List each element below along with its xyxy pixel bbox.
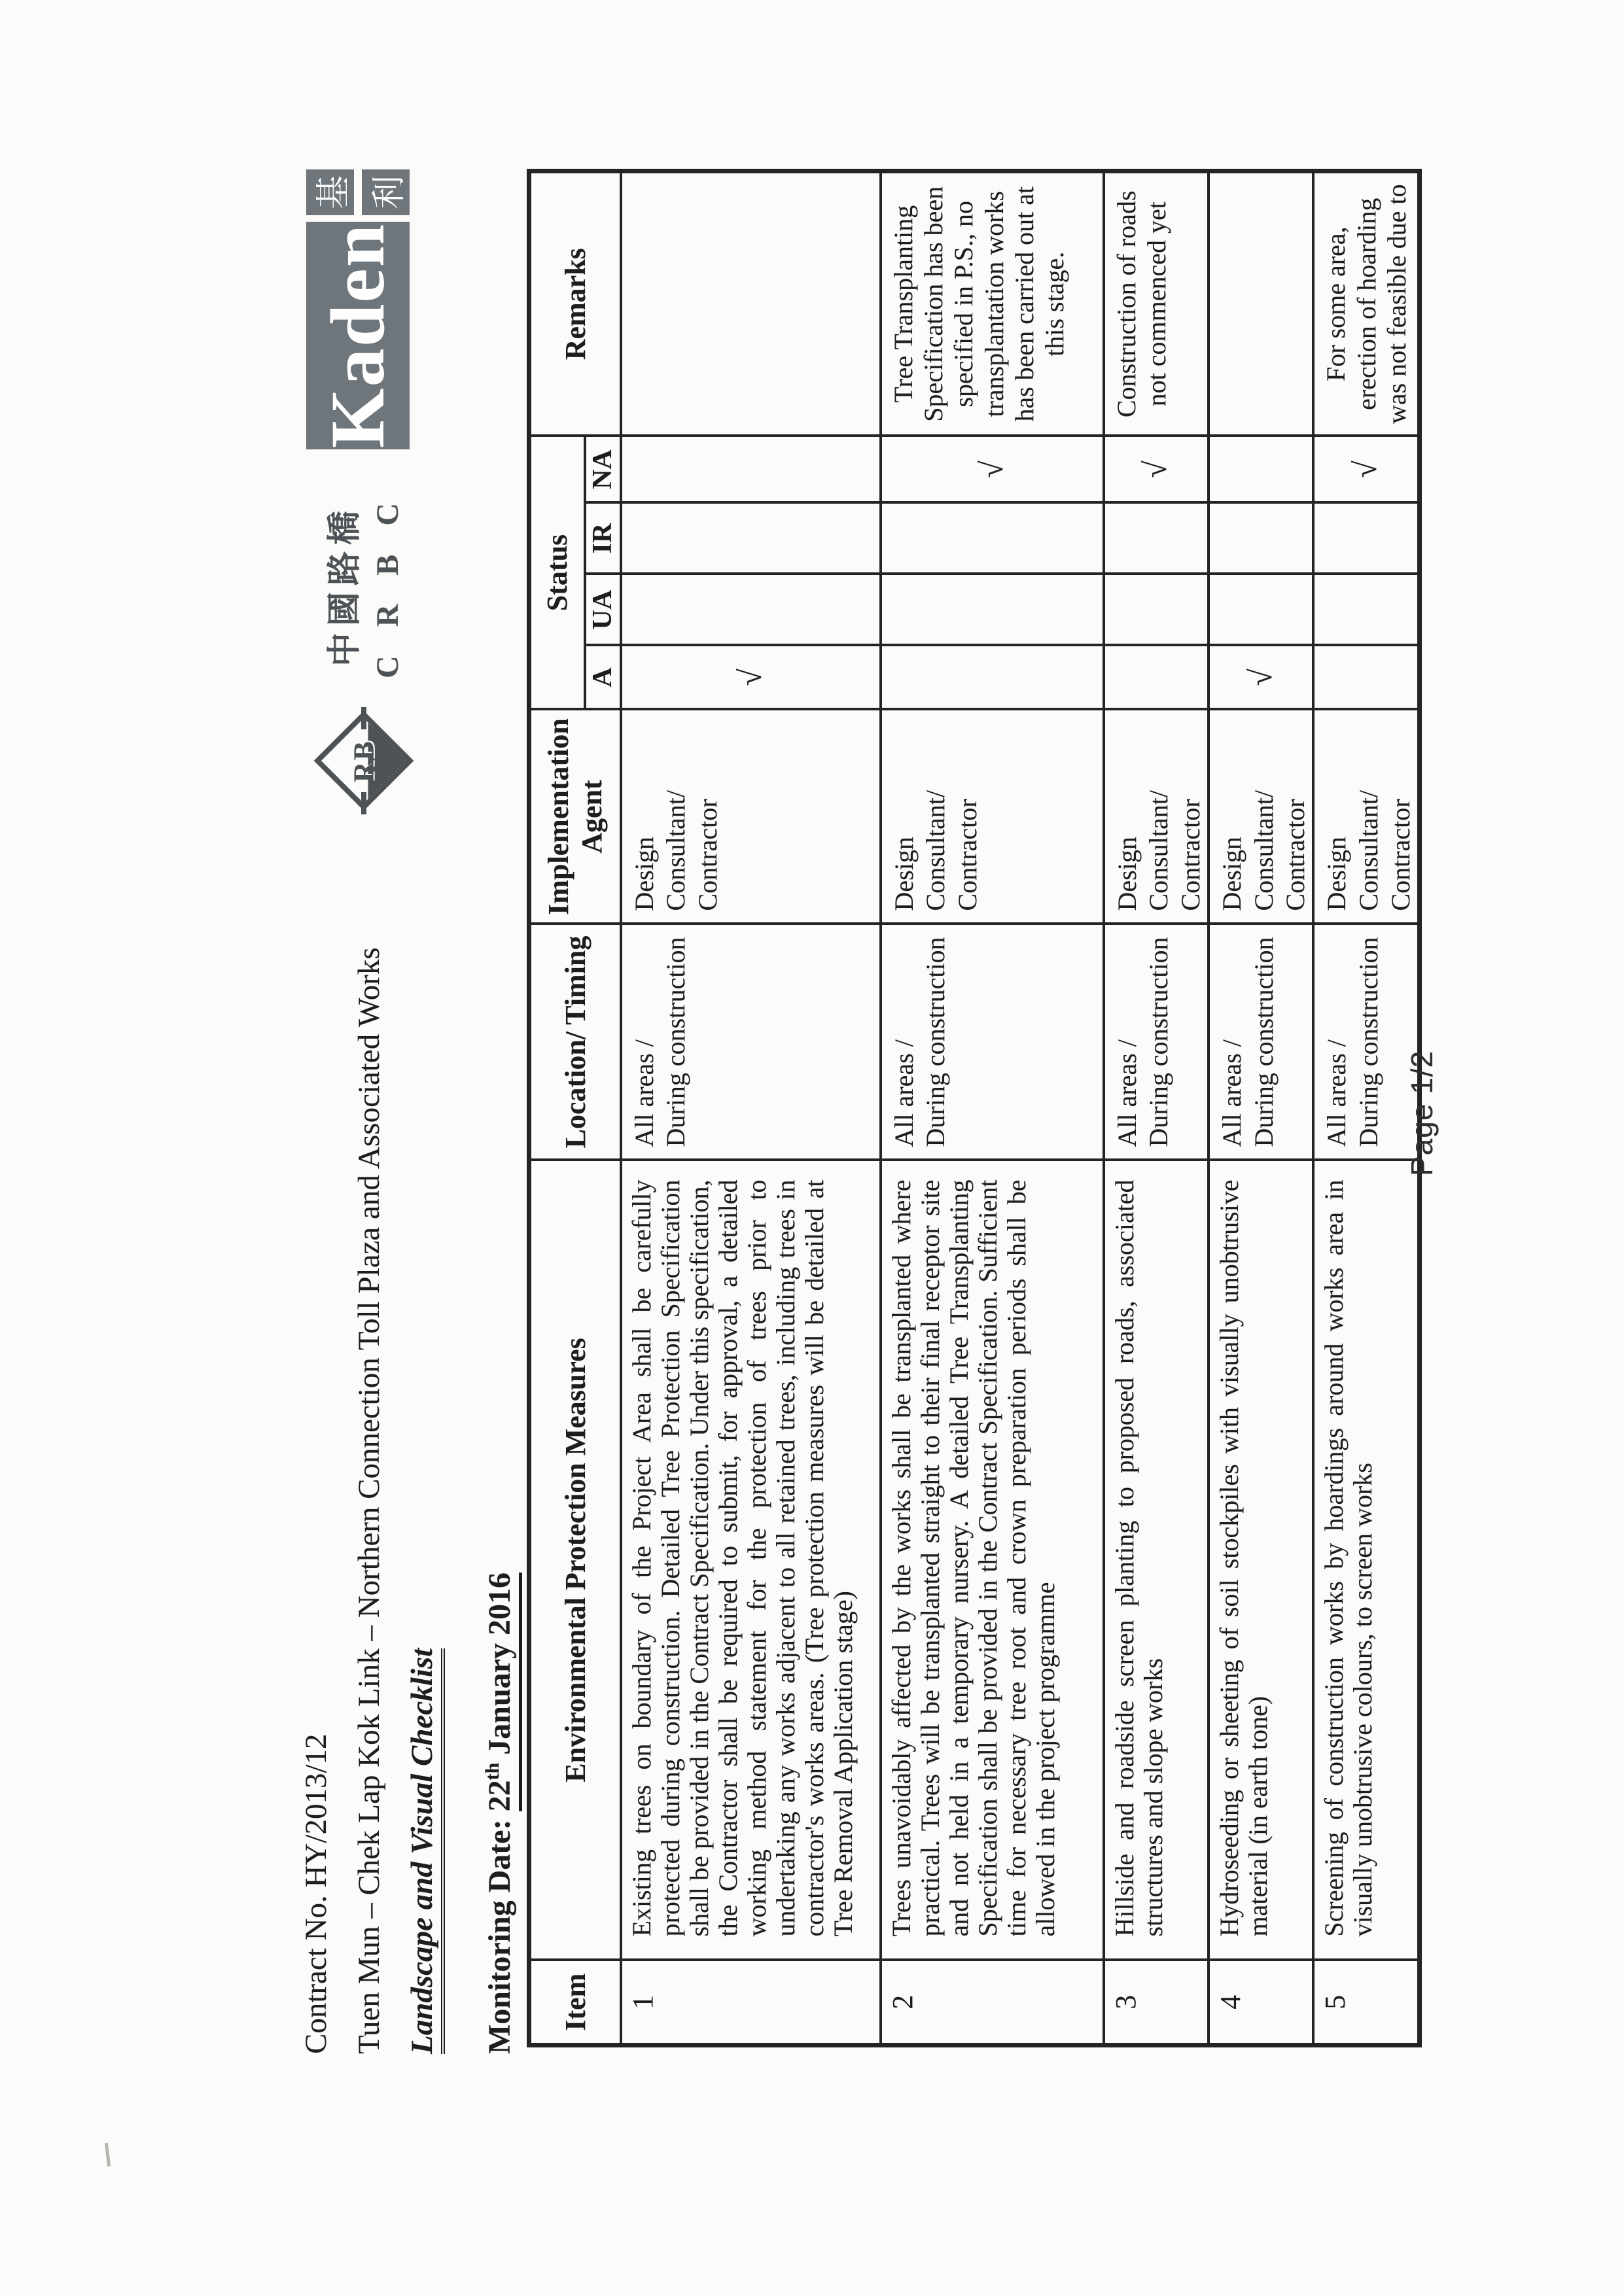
- table-row-2: [881, 171, 1104, 2045]
- agent-cell: [621, 710, 881, 924]
- status-subcolumn-header-na: NA: [585, 436, 621, 503]
- kaden-logo: [306, 169, 410, 449]
- status-subcolumn-header-ua: UA: [585, 574, 621, 646]
- status-cell-ua: [1313, 574, 1419, 646]
- item-number-cell: 2: [881, 1960, 1104, 2045]
- measures-cell: Screening of construction works by hoardings around works area in visually unobtrusive colours, to screen works: [1313, 1160, 1419, 1960]
- agent-line: Design: [1216, 837, 1246, 911]
- table-row-1: [621, 171, 881, 2045]
- location-line: During construction: [1354, 937, 1384, 1147]
- implementation-label-line1: Implementation: [542, 718, 575, 915]
- status-cell-ir: [621, 503, 881, 574]
- agent-line: Contractor: [1385, 799, 1415, 911]
- crbc-latin-text: C R B C: [370, 493, 405, 679]
- measures-cell: Hydroseeding or sheeting of soil stockpiles with visually unobtrusive material (in earth tone): [1209, 1160, 1313, 1960]
- status-cell-na: √: [1313, 436, 1419, 503]
- agent-line: Contractor: [693, 799, 723, 911]
- monitoring-ordinal: th: [482, 1762, 503, 1781]
- remarks-cell: [621, 171, 881, 436]
- item-number-cell: 1: [621, 1960, 881, 2045]
- location-cell: [1104, 924, 1209, 1160]
- status-cell-ua: [1104, 574, 1209, 646]
- rb-logo-text: RB: [347, 739, 380, 782]
- checklist-title: Landscape and Visual Checklist: [405, 1648, 445, 2054]
- status-cell-a: √: [621, 646, 881, 710]
- status-cell-ua: [1209, 574, 1313, 646]
- table-row-3: [1104, 171, 1209, 2045]
- remarks-cell: Construction of roads not commenced yet: [1104, 171, 1209, 436]
- column-header-remarks: Remarks: [529, 171, 621, 436]
- status-cell-na: [621, 436, 881, 503]
- checklist-table: [527, 169, 1422, 2047]
- column-header-status: Status: [529, 436, 585, 710]
- agent-line: Design: [889, 837, 919, 911]
- monitoring-date-label: Monitoring Date:: [482, 1811, 517, 2054]
- agent-line: Consultant/: [1144, 790, 1174, 911]
- location-line: During construction: [1248, 937, 1279, 1147]
- agent-line: Design: [1322, 837, 1352, 911]
- status-subcolumn-header-ir: IR: [585, 503, 621, 574]
- agent-line: Consultant/: [661, 790, 691, 911]
- location-line: During construction: [1144, 937, 1174, 1147]
- agent-line: Contractor: [1280, 799, 1311, 911]
- status-cell-a: [1313, 646, 1419, 710]
- item-number-cell: 3: [1104, 1960, 1209, 2045]
- status-cell-ua: [621, 574, 881, 646]
- rb-logo: [328, 707, 399, 814]
- status-cell-ua: [881, 574, 1104, 646]
- implementation-label-line2: Agent: [576, 780, 609, 854]
- item-number-cell: 4: [1209, 1960, 1313, 2045]
- scan-artifact-mark: [105, 2143, 111, 2166]
- column-header-item: Item: [529, 1960, 621, 2045]
- location-line: All areas /: [1216, 1039, 1246, 1147]
- location-line: During construction: [661, 937, 691, 1147]
- monitoring-date-value: [482, 1573, 522, 1811]
- agent-cell: [1209, 710, 1313, 924]
- agent-line: Consultant/: [1248, 790, 1279, 911]
- project-title-line: Tuen Mun – Chek Lap Kok Link – Northern Connection Toll Plaza and Associated Works: [352, 947, 386, 2054]
- location-line: All areas /: [1112, 1039, 1142, 1147]
- item-number-cell: 5: [1313, 1960, 1419, 2045]
- status-cell-ir: [1209, 503, 1313, 574]
- agent-cell: [881, 710, 1104, 924]
- kaden-cjk-boxes: [306, 169, 410, 215]
- remarks-cell: [1209, 171, 1313, 436]
- remarks-cell: Tree Transplanting Specification has been specified in P.S., no transplantation works has been carried out at this stage.: [881, 171, 1104, 436]
- agent-line: Consultant/: [1354, 790, 1384, 911]
- kaden-cjk-bottom-box: 利: [362, 169, 410, 215]
- crbc-chinese-text: 中國路橋: [327, 504, 364, 667]
- status-cell-a: √: [1209, 646, 1313, 710]
- column-header-implementation-agent: [529, 710, 621, 924]
- measures-cell: Trees unavoidably affected by the works shall be transplanted where practical. Trees will be transplanted straight to their final receptor site and not held in a temporary nursery. A detailed Tree Transplanting Specification shall be provided in the Contract Specification. Sufficient time for necessary tree root and crown preparation periods shall be allowed in the project programme: [881, 1160, 1104, 1960]
- location-line: All areas /: [889, 1039, 919, 1147]
- agent-cell: [1104, 710, 1209, 924]
- location-cell: [1209, 924, 1313, 1160]
- status-cell-na: [1209, 436, 1313, 503]
- status-cell-ir: [1313, 503, 1419, 574]
- location-cell: [621, 924, 881, 1160]
- measures-cell: Existing trees on boundary of the Project Area shall be carefully protected during construction. Detailed Tree Protection Specification shall be provided in the Contract Specification. Under this specification, the Contractor shall be required to submit, for approval, a detailed working method statement for the protection of trees prior to undertaking any works adjacent to all retained trees, including trees in contractor's works areas. (Tree protection measures will be detailed at Tree Removal Application stage): [621, 1160, 881, 1960]
- location-line: All areas /: [1322, 1039, 1352, 1147]
- monitoring-date-line: [482, 1573, 518, 2054]
- monitoring-month-year: January 2016: [482, 1573, 517, 1763]
- location-cell: [1313, 924, 1419, 1160]
- agent-line: Contractor: [1176, 799, 1206, 911]
- kaden-wordmark: Kaden: [306, 222, 410, 449]
- agent-line: Contractor: [953, 799, 983, 911]
- location-cell: [881, 924, 1104, 1160]
- kaden-cjk-top-box: 基: [306, 169, 354, 215]
- table-row-5: [1313, 171, 1419, 2045]
- agent-line: Consultant/: [921, 790, 951, 911]
- status-cell-na: √: [1104, 436, 1209, 503]
- crbc-logo: [317, 491, 406, 680]
- status-cell-ir: [881, 503, 1104, 574]
- location-line: During construction: [921, 937, 951, 1147]
- agent-cell: [1313, 710, 1419, 924]
- table-row-4: [1209, 171, 1313, 2045]
- rb-diamond-icon: [314, 711, 414, 811]
- status-cell-ir: [1104, 503, 1209, 574]
- remarks-cell: For some area, erection of hoarding was not feasible due to: [1313, 171, 1419, 436]
- column-header-measures: Environmental Protection Measures: [529, 1160, 621, 1960]
- status-cell-na: √: [881, 436, 1104, 503]
- agent-line: Design: [1112, 837, 1142, 911]
- measures-cell: Hillside and roadside screen planting to proposed roads, associated structures and slope works: [1104, 1160, 1209, 1960]
- page-number-label: Page 1/2: [1405, 1050, 1439, 1176]
- column-header-location: Location/ Timing: [529, 924, 621, 1160]
- contract-number-line: Contract No. HY/2013/12: [299, 1733, 333, 2054]
- monitoring-day: 22: [482, 1780, 517, 1812]
- location-line: All areas /: [629, 1039, 659, 1147]
- status-subcolumn-header-a: A: [585, 646, 621, 710]
- agent-line: Design: [629, 837, 659, 911]
- status-cell-a: [881, 646, 1104, 710]
- status-cell-a: [1104, 646, 1209, 710]
- letterhead-text-block: [290, 947, 449, 2054]
